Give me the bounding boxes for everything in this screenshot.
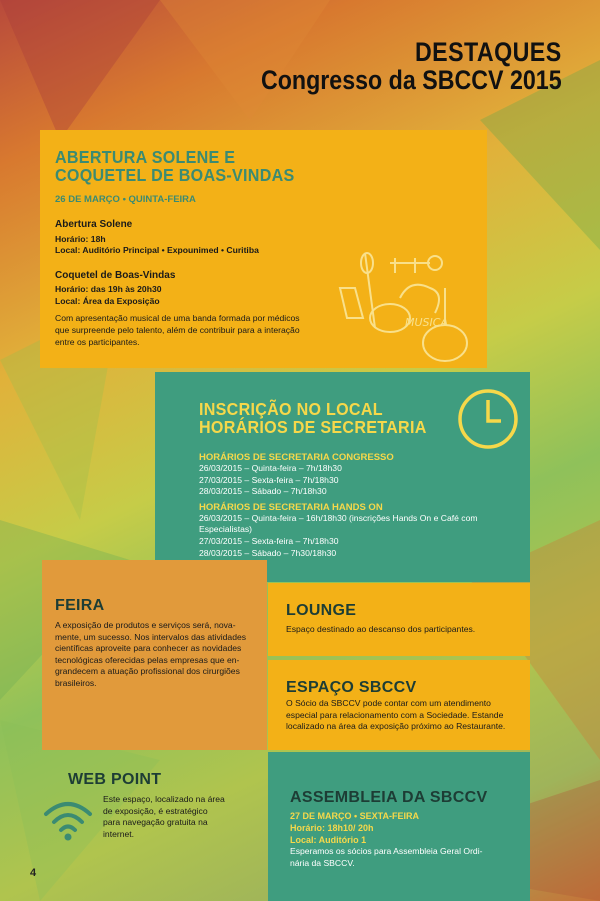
assembleia-time: Horário: 18h10/ 20h (290, 823, 374, 834)
clock-icon (457, 388, 519, 450)
webpoint-line: Este espaço, localizado na área (103, 794, 225, 804)
assembleia-title: ASSEMBLEIA DA SBCCV (290, 789, 488, 806)
assembleia-place: Local: Auditório 1 (290, 835, 367, 846)
webpoint-title: WEB POINT (68, 771, 162, 788)
page-number: 4 (30, 867, 37, 879)
espaco-line: especial para relacionamento com a Sociedade. Estande (286, 709, 504, 720)
inscricao-sec2-item: 28/03/2015 – Sábado – 7h30/18h30 (199, 547, 337, 558)
feira-section (42, 560, 267, 750)
abertura-sub1: Abertura Solene (55, 219, 133, 230)
abertura-sub1-place: Local: Auditório Principal • Expounimed • Curitiba (55, 245, 259, 256)
lounge-title: LOUNGE (286, 602, 357, 619)
webpoint-section (40, 770, 270, 860)
page-header (212, 38, 562, 95)
espaco-section (268, 660, 530, 750)
abertura-title-line2: COQUETEL DE BOAS-VINDAS (55, 165, 295, 186)
lounge-section (268, 583, 530, 656)
abertura-desc2: que surpreende pelo talento, além de contribuir para a interação (55, 324, 300, 335)
inscricao-sec2-item: 26/03/2015 – Quinta-feira – 16h/18h30 (inscrições Hands On e Café com Especialistas) (199, 512, 478, 535)
feira-line: científicas aproveite para conhecer as novidades (55, 643, 242, 654)
inscricao-sec1-item: 28/03/2015 – Sábado – 7h/18h30 (199, 486, 327, 497)
inscricao-title-line2: HORÁRIOS DE SECRETARIA (199, 417, 427, 438)
abertura-desc1: Com apresentação musical de uma banda formada por médicos (55, 313, 300, 324)
abertura-desc3: entre os participantes. (55, 336, 140, 347)
espaco-title: ESPAÇO SBCCV (286, 679, 417, 696)
webpoint-line: para navegação gratuita na (103, 817, 208, 828)
abertura-sub1-time: Horário: 18h (55, 233, 106, 244)
abertura-section (40, 130, 487, 368)
espaco-line: localizado na área da exposição próximo ao Restaurante. (286, 721, 506, 732)
music-instruments-illustration (335, 248, 480, 368)
header-line2: Congresso da SBCCV 2015 (261, 65, 562, 96)
inscricao-sec1-item: 26/03/2015 – Quinta-feira – 7h/18h30 (199, 463, 342, 473)
espaco-line: O Sócio da SBCCV pode contar com um atendimento (286, 698, 491, 708)
wifi-icon (42, 798, 94, 842)
abertura-title-line1: ABERTURA SOLENE E (55, 147, 236, 167)
inscricao-section (155, 372, 530, 582)
assembleia-line2: nária da SBCCV. (290, 858, 355, 869)
feira-line: A exposição de produtos e serviços será, nova- (55, 620, 236, 630)
abertura-sub2: Coquetel de Boas-Vindas (55, 269, 176, 281)
assembleia-line1: Esperamos os sócios para Assembleia Geral Ordi- (290, 846, 483, 857)
inscricao-sec1-item: 27/03/2015 – Sexta-feira – 7h/18h30 (199, 474, 339, 485)
lounge-text: Espaço destinado ao descanso dos participantes. (286, 624, 476, 634)
feira-line: mente, um sucesso. Nos intervalos das atividades (55, 631, 247, 642)
abertura-sub2-time: Horário: das 19h às 20h30 (55, 284, 162, 295)
assembleia-date: 27 DE MARÇO • SEXTA-FEIRA (290, 811, 419, 821)
feira-line: grandecem a atuação profissional dos cirurgiões (55, 666, 240, 677)
webpoint-line: internet. (103, 828, 135, 839)
inscricao-sec2-title: HORÁRIOS DE SECRETARIA HANDS ON (199, 501, 383, 513)
assembleia-section (268, 752, 530, 901)
abertura-date: 26 DE MARÇO • QUINTA-FEIRA (55, 194, 196, 205)
abertura-sub2-place: Local: Área da Exposição (55, 295, 160, 306)
inscricao-sec2-item: 27/03/2015 – Sexta-feira – 7h/18h30 (199, 535, 339, 546)
music-word: MUSICA (405, 316, 448, 329)
feira-line: brasileiros. (55, 677, 97, 688)
webpoint-line: de exposição, é estratégico (103, 805, 208, 816)
inscricao-sec1-title: HORÁRIOS DE SECRETARIA CONGRESSO (199, 452, 394, 463)
header-line1: DESTAQUES (415, 37, 562, 67)
feira-line: tecnológicas oferecidas pelas empresas que en- (55, 654, 240, 665)
feira-title: FEIRA (55, 597, 105, 614)
inscricao-title-line1: INSCRIÇÃO NO LOCAL (199, 399, 383, 419)
